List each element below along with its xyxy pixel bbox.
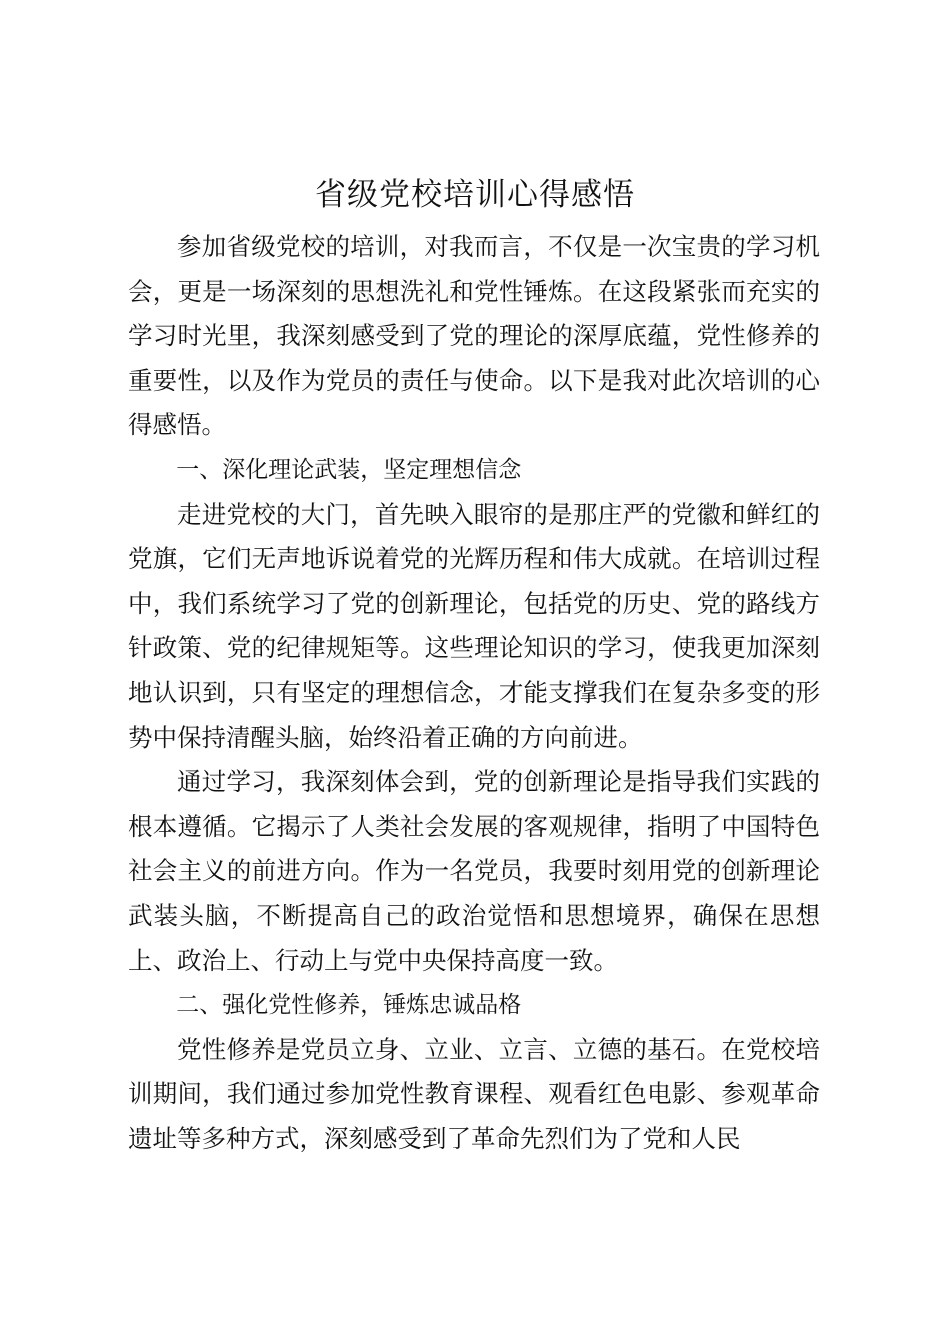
document-title: 省级党校培训心得感悟	[315, 177, 635, 213]
section-1-paragraph-2: 通过学习，我深刻体会到，党的创新理论是指导我们实践的根本遵循。它揭示了人类社会发展的客观规律，指明了中国特色社会主义的前进方向。作为一名党员，我要时刻用党的创新理论武装头脑，不断提高自己的政治觉悟和思想境界，确保在思想上、政治上、行动上与党中央保持高度一致。	[128, 767, 820, 975]
section-1-paragraph-1: 走进党校的大门，首先映入眼帘的是那庄严的党徽和鲜红的党旗，它们无声地诉说着党的光辉历程和伟大成就。在培训过程中，我们系统学习了党的创新理论，包括党的历史、党的路线方针政策、党的纪律规矩等。这些理论知识的学习，使我更加深刻地认识到，只有坚定的理想信念，才能支撑我们在复杂多变的形势中保持清醒头脑，始终沿着正确的方向前进。	[128, 499, 820, 752]
document-body	[128, 225, 820, 1161]
section-2-paragraph-1: 党性修养是党员立身、立业、立言、立德的基石。在党校培训期间，我们通过参加党性教育课程、观看红色电影、参观革命遗址等多种方式，深刻感受到了革命先烈们为了党和人民	[128, 1034, 820, 1153]
intro-paragraph: 参加省级党校的培训，对我而言，不仅是一次宝贵的学习机会，更是一场深刻的思想洗礼和党性锤炼。在这段紧张而充实的学习时光里，我深刻感受到了党的理论的深厚底蕴，党性修养的重要性，以及作为党员的责任与使命。以下是我对此次培训的心得感悟。	[128, 232, 820, 440]
section-heading-2: 二、强化党性修养，锤炼忠诚品格	[176, 992, 522, 1019]
section-heading-1: 一、深化理论武装，坚定理想信念	[176, 456, 522, 483]
